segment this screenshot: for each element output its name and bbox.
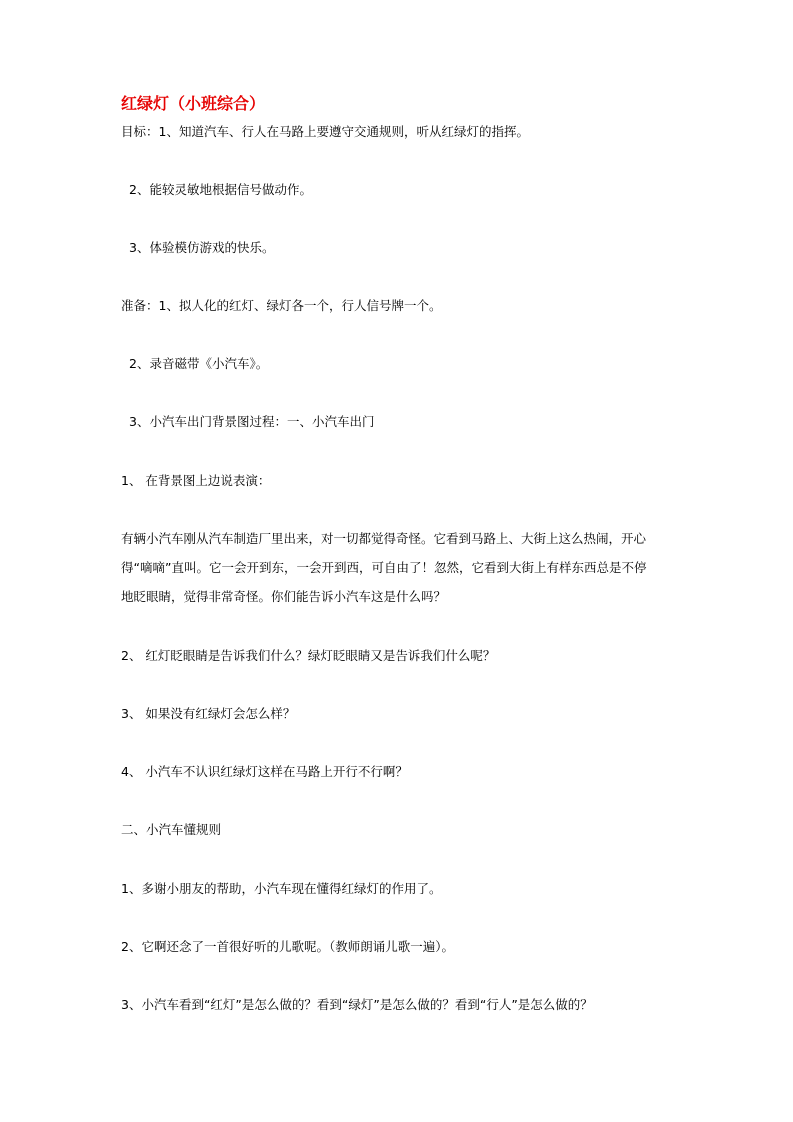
story-paragraph-line-2: 得“嘀嘀”直叫。它一会开到东，一会开到西，可自由了！忽然，它看到大街上有样东西总是不停	[121, 560, 647, 575]
rule-2: 2、它啊还念了一首很好听的儿歌呢。（教师朗诵儿歌一遍）。	[121, 939, 454, 954]
prep-item-1: 准备：1、拟人化的红灯、绿灯各一个，行人信号牌一个。	[121, 298, 442, 313]
rule-3: 3、小汽车看到“红灯”是怎么做的？看到“绿灯”是怎么做的？看到“行人”是怎么做的？	[121, 997, 593, 1012]
prep-item-2: 2、录音磁带《小汽车》。	[129, 356, 269, 371]
step-4: 4、 小汽车不认识红绿灯这样在马路上开行不行啊？	[121, 764, 408, 779]
story-paragraph-line-1: 有辆小汽车刚从汽车制造厂里出来，对一切都觉得奇怪。它看到马路上、大街上这么热闹，开心	[121, 531, 647, 546]
step-2: 2、 红灯眨眼睛是告诉我们什么？绿灯眨眼睛又是告诉我们什么呢？	[121, 648, 496, 663]
prep-item-3: 3、小汽车出门背景图过程：一、小汽车出门	[129, 414, 375, 429]
goal-item-3: 3、体验模仿游戏的快乐。	[129, 240, 275, 255]
rule-1: 1、多谢小朋友的帮助，小汽车现在懂得红绿灯的作用了。	[121, 881, 442, 896]
step-1: 1、 在背景图上边说表演：	[121, 473, 271, 488]
step-3: 3、 如果没有红绿灯会怎么样？	[121, 706, 296, 721]
section-heading-2: 二、小汽车懂规则	[121, 822, 222, 837]
story-paragraph-line-3: 地眨眼睛，觉得非常奇怪。你们能告诉小汽车这是什么吗？	[121, 589, 447, 604]
goal-item-2: 2、能较灵敏地根据信号做动作。	[129, 182, 312, 197]
goal-item-1: 目标：1、知道汽车、行人在马路上要遵守交通规则，听从红绿灯的指挥。	[121, 124, 529, 139]
document-title: 红绿灯（小班综合）	[121, 94, 266, 113]
